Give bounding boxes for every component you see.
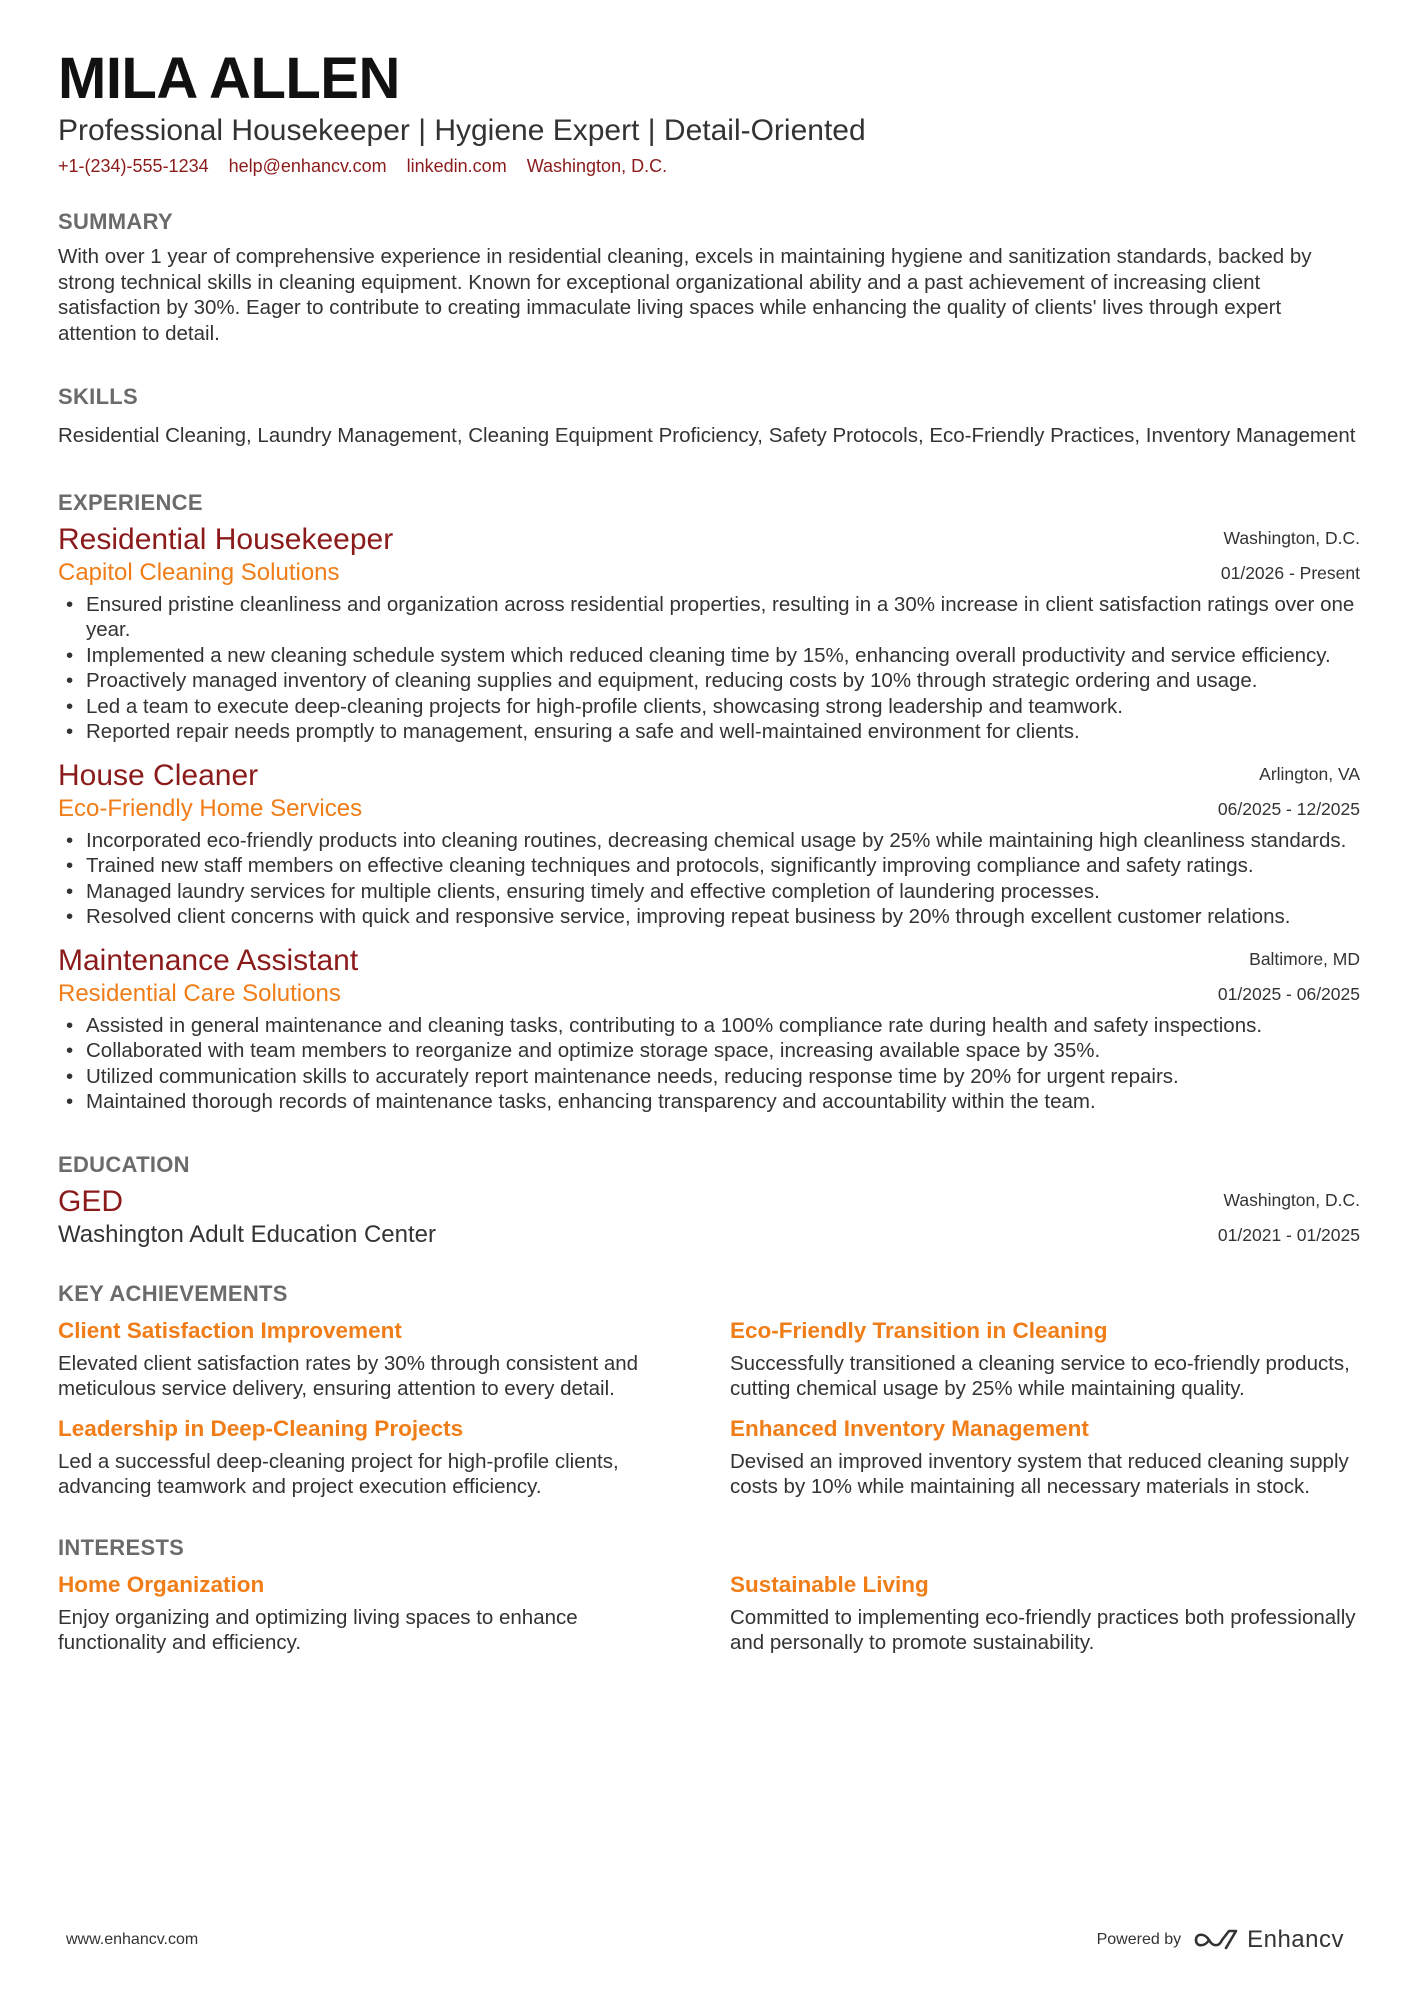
experience-section [58,489,1360,1115]
job-title: House Cleaner [58,758,259,792]
job-bullet: • Incorporated eco-friendly products into cleaning routines, decreasing chemical usage by 25% while maintaining high cleanliness standards. [58,828,1360,854]
job-bullet: • Resolved client concerns with quick and responsive service, improving repeat business by 20% through excellent customer relations. [58,904,1360,930]
achievement-item [58,1414,688,1500]
job-meta [1221,526,1360,585]
brand-name: Enhancv [1247,1926,1344,1953]
job-bullet: • Assisted in general maintenance and cleaning tasks, contributing to a 100% compliance rate during health and safety inspections. [58,1013,1360,1039]
contact-linkedin-link[interactable]: linkedin.com [406,156,507,176]
job-location: Baltimore, MD [1249,948,1360,969]
job-title: Maintenance Assistant [58,943,359,977]
job-dates: 01/2026 - Present [1220,562,1360,583]
job-company: Capitol Cleaning Solutions [58,558,340,586]
job-bullet: • Ensured pristine cleanliness and organization across residential properties, resulting in a 30% increase in client satisfaction ratings over one year. [58,592,1360,643]
skills-heading: SKILLS [58,384,139,409]
achievement-desc: Successfully transitioned a cleaning service to eco-friendly products, cutting chemical usage by 25% while maintaining quality. [730,1351,1350,1400]
interest-desc: Committed to implementing eco-friendly practices both professionally and personally to promote sustainability. [730,1605,1356,1654]
page-footer [66,1926,1344,1954]
education-meta [1218,1188,1360,1247]
job-bullet: • Proactively managed inventory of cleaning supplies and equipment, reducing costs by 10% through strategic ordering and usage. [58,668,1360,694]
summary-section [58,208,1360,346]
job-entry [58,522,1360,745]
skills-text: Residential Cleaning, Laundry Management, Cleaning Equipment Proficiency, Safety Protocols, Eco-Friendly Practices, Inventory Management [58,424,1356,447]
interest-title: Sustainable Living [730,1571,929,1597]
education-section [58,1151,1360,1250]
job-entry [58,943,1360,1115]
job-entry [58,758,1360,930]
job-bullet: • Managed laundry services for multiple clients, ensuring timely and effective completion of laundering processes. [58,879,1360,905]
achievement-item [730,1414,1360,1500]
brand-logo[interactable] [1193,1926,1344,1954]
interests-section [58,1534,1360,1656]
job-location: Washington, D.C. [1223,527,1360,548]
interest-title: Home Organization [58,1571,265,1597]
education-degree: GED [58,1184,124,1218]
contact-location: Washington, D.C. [526,156,668,176]
achievement-title: Enhanced Inventory Management [730,1415,1089,1441]
achievement-title: Eco-Friendly Transition in Cleaning [730,1317,1108,1343]
job-title: Residential Housekeeper [58,522,394,556]
contact-email-link[interactable]: help@enhancv.com [228,156,387,176]
job-bullet: • Reported repair needs promptly to management, ensuring a safe and well-maintained environment for clients. [58,719,1360,745]
job-bullets [58,592,1360,745]
achievements-heading: KEY ACHIEVEMENTS [58,1280,288,1306]
education-entry [58,1184,1360,1250]
job-bullet: • Utilized communication skills to accurately report maintenance needs, reducing response time by 20% for urgent repairs. [58,1064,1360,1090]
job-bullets [58,828,1360,930]
footer-website-link[interactable]: www.enhancv.com [66,1931,199,1948]
job-bullet: • Led a team to execute deep-cleaning projects for high-profile clients, showcasing strong leadership and teamwork. [58,694,1360,720]
job-dates: 01/2025 - 06/2025 [1217,983,1360,1004]
summary-text: With over 1 year of comprehensive experience in residential cleaning, excels in maintaining hygiene and sanitization standards, backed by strong technical skills in cleaning equipment. Known for exceptional organizational ability and a past achievement of increasing client satisfaction by 30%. Eager to contribute to creating immaculate living spaces while enhancing the quality of clients' lives through expert attention to detail. [58,245,1312,345]
interests-grid [58,1570,1360,1656]
powered-by-label: Powered by [1096,1931,1182,1948]
candidate-name: MILA ALLEN [58,46,400,111]
job-company: Eco-Friendly Home Services [58,794,363,822]
job-company: Residential Care Solutions [58,979,341,1007]
achievements-grid [58,1316,1360,1500]
resume-page [58,46,1360,1656]
achievement-desc: Led a successful deep-cleaning project for high-profile clients, advancing teamwork and project execution efficiency. [58,1449,619,1498]
job-bullet: • Maintained thorough records of maintenance tasks, enhancing transparency and accountability within the team. [58,1089,1360,1115]
candidate-headline: Professional Housekeeper | Hygiene Expert | Detail-Oriented [58,114,866,147]
achievement-title: Leadership in Deep-Cleaning Projects [58,1415,464,1441]
achievement-title: Client Satisfaction Improvement [58,1317,402,1343]
achievement-desc: Devised an improved inventory system that reduced cleaning supply costs by 10% while maintaining all necessary materials in stock. [730,1449,1349,1498]
enhancv-logo-icon [1193,1928,1239,1952]
job-dates: 06/2025 - 12/2025 [1217,798,1360,819]
achievement-item [730,1316,1360,1402]
summary-heading: SUMMARY [58,209,173,234]
job-location: Arlington, VA [1259,763,1360,784]
interest-item [730,1570,1360,1656]
education-heading: EDUCATION [58,1151,190,1177]
experience-heading: EXPERIENCE [58,489,203,515]
resume-header [58,46,1360,178]
job-meta [1218,762,1360,821]
job-bullets [58,1013,1360,1115]
powered-by [1097,1926,1344,1954]
interest-item [58,1570,688,1656]
contact-phone-link[interactable]: +1-(234)-555-1234 [58,156,209,176]
education-location: Washington, D.C. [1223,1189,1360,1210]
education-school: Washington Adult Education Center [58,1220,437,1248]
achievement-item [58,1316,688,1402]
achievement-desc: Elevated client satisfaction rates by 30% through consistent and meticulous service delivery, ensuring attention to every detail. [58,1351,639,1400]
interest-desc: Enjoy organizing and optimizing living spaces to enhance functionality and efficiency. [58,1605,578,1654]
skills-section [58,383,1360,449]
job-meta [1218,947,1360,1006]
education-dates: 01/2021 - 01/2025 [1217,1224,1360,1245]
job-bullet: • Trained new staff members on effective cleaning techniques and protocols, significantly improving compliance and safety ratings. [58,853,1360,879]
interests-heading: INTERESTS [58,1534,185,1560]
job-bullet: • Collaborated with team members to reorganize and optimize storage space, increasing available space by 35%. [58,1038,1360,1064]
contact-row [58,154,1360,178]
job-bullet: • Implemented a new cleaning schedule system which reduced cleaning time by 15%, enhancing overall productivity and service efficiency. [58,643,1360,669]
achievements-section [58,1280,1360,1500]
